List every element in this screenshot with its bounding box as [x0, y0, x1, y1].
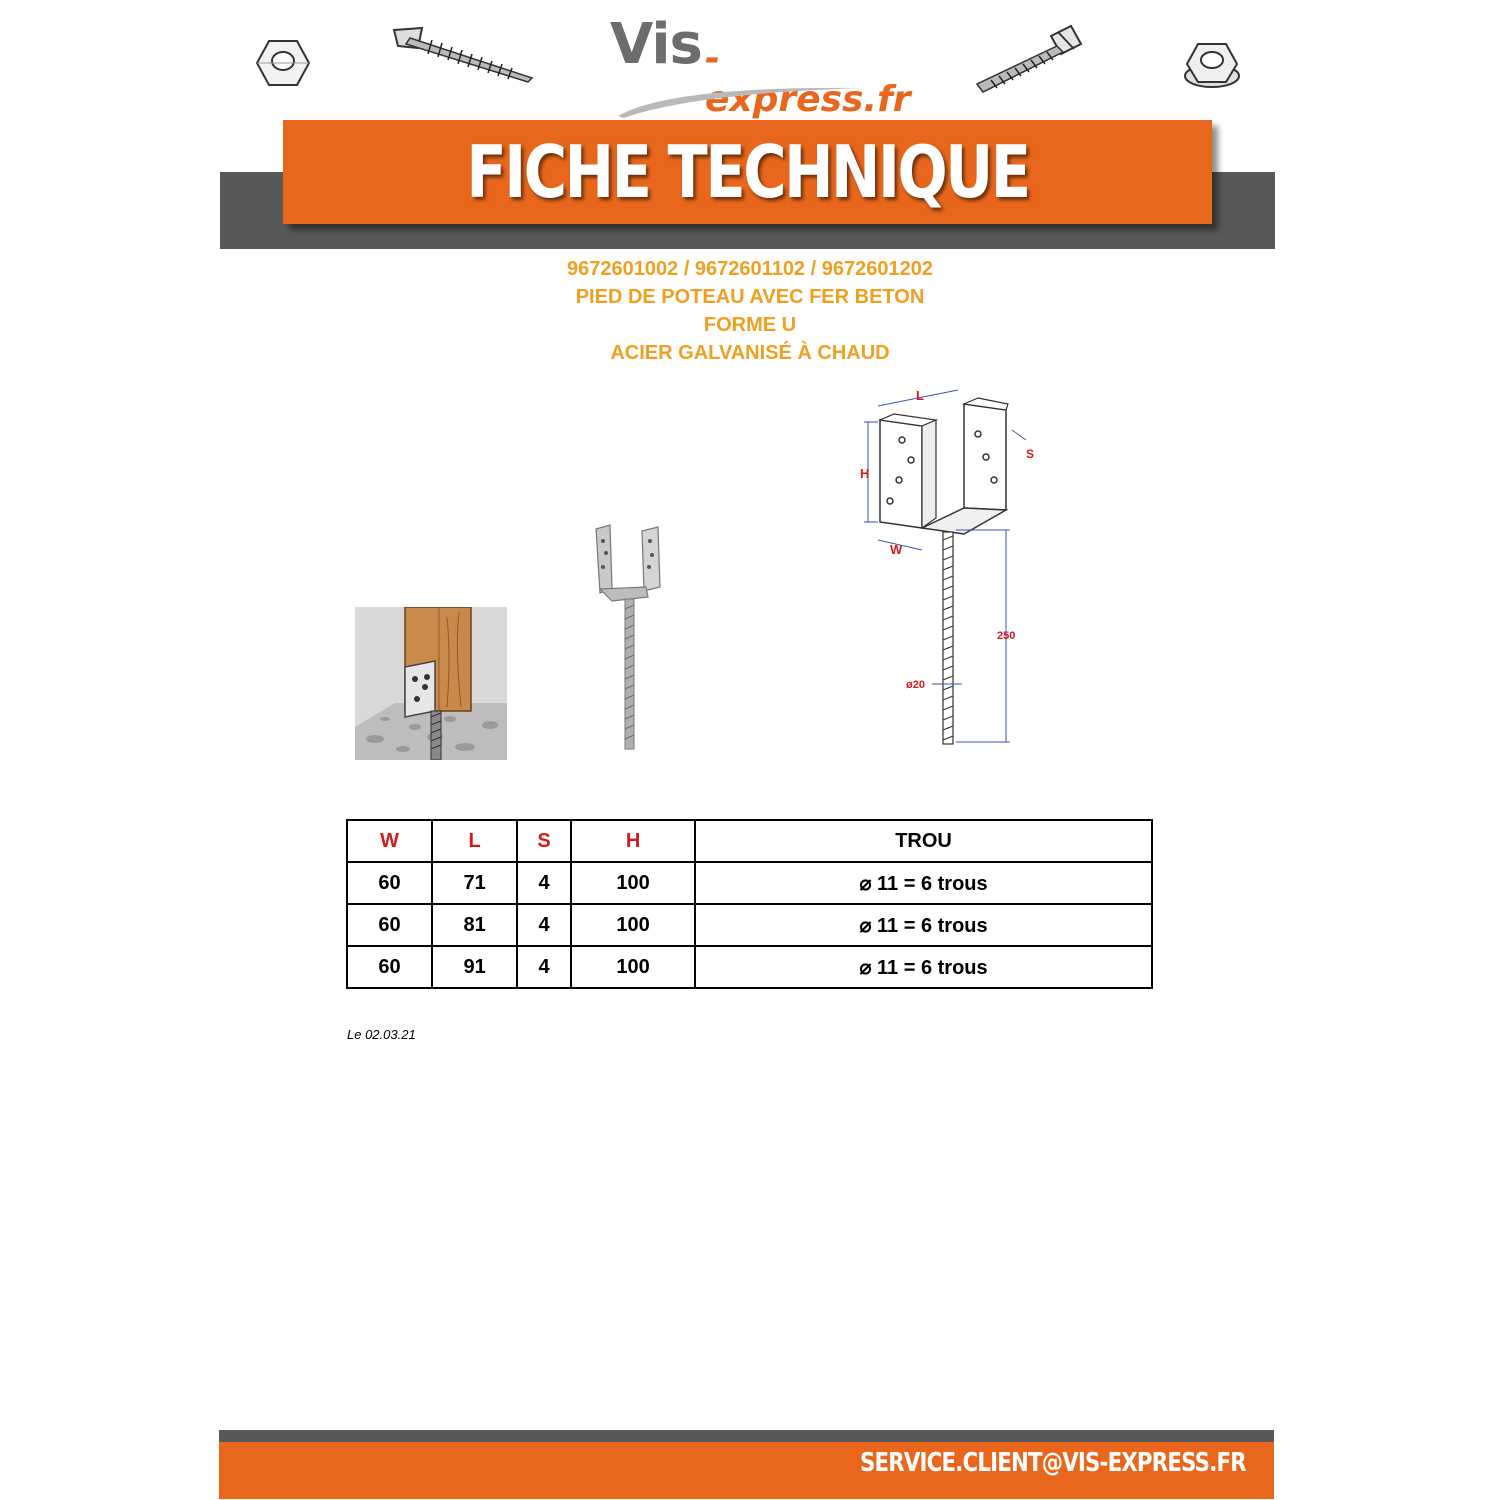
document-date: Le 02.03.21	[347, 1027, 416, 1042]
cell-l: 71	[432, 862, 517, 904]
header-trou: TROU	[695, 820, 1152, 862]
logo-swoosh-icon	[610, 80, 870, 120]
product-material: ACIER GALVANISÉ À CHAUD	[610, 342, 890, 364]
cell-h: 100	[571, 862, 695, 904]
cell-w: 60	[347, 904, 432, 946]
table-row	[347, 904, 1152, 946]
brand-logo	[610, 12, 911, 120]
hex-nut-icon	[255, 38, 311, 88]
table-row	[347, 946, 1152, 988]
diagram-label-h: H	[860, 466, 870, 481]
product-name: PIED DE POTEAU AVEC FER BETON	[575, 286, 925, 308]
diagram-label-diameter: ø20	[906, 679, 925, 691]
diagram-label-s: S	[1026, 447, 1035, 461]
cell-trou: ⌀ 11 = 6 trous	[695, 862, 1152, 904]
logo-vis-text: Vis	[610, 12, 702, 77]
cell-w: 60	[347, 946, 432, 988]
flange-nut-icon	[1182, 38, 1242, 90]
header-s: S	[517, 820, 571, 862]
technical-drawing	[850, 380, 1050, 750]
diagram-label-250: 250	[997, 630, 1016, 642]
cell-l: 81	[432, 904, 517, 946]
table-header-row	[347, 820, 1152, 862]
footer-bar-grey	[219, 1430, 1274, 1442]
cell-w: 60	[347, 862, 432, 904]
header-h: H	[571, 820, 695, 862]
product-heading	[300, 255, 1200, 367]
diagram-label-l: L	[916, 388, 924, 403]
product-photo	[592, 523, 672, 751]
diagram-label-w: W	[890, 542, 903, 557]
product-refs: 9672601002 / 9672601102 / 9672601202	[567, 258, 933, 280]
cell-s: 4	[517, 946, 571, 988]
header-l: L	[432, 820, 517, 862]
machine-screw-icon	[975, 24, 1083, 94]
cell-trou: ⌀ 11 = 6 trous	[695, 946, 1152, 988]
logo-domain-text: -express.fr	[705, 38, 911, 120]
product-shape: FORME U	[703, 314, 797, 336]
banner-title: FICHE TECHNIQUE	[466, 130, 1029, 214]
table-row	[347, 862, 1152, 904]
cell-l: 91	[432, 946, 517, 988]
cell-s: 4	[517, 904, 571, 946]
header-w: W	[347, 820, 432, 862]
cell-trou: ⌀ 11 = 6 trous	[695, 904, 1152, 946]
footer-email-link[interactable]: SERVICE.CLIENT@VIS-EXPRESS.FR	[860, 1448, 1246, 1478]
cell-h: 100	[571, 904, 695, 946]
wood-screw-icon	[392, 26, 537, 84]
installation-illustration	[355, 607, 507, 760]
cell-s: 4	[517, 862, 571, 904]
cell-h: 100	[571, 946, 695, 988]
specifications-table	[346, 819, 1153, 989]
